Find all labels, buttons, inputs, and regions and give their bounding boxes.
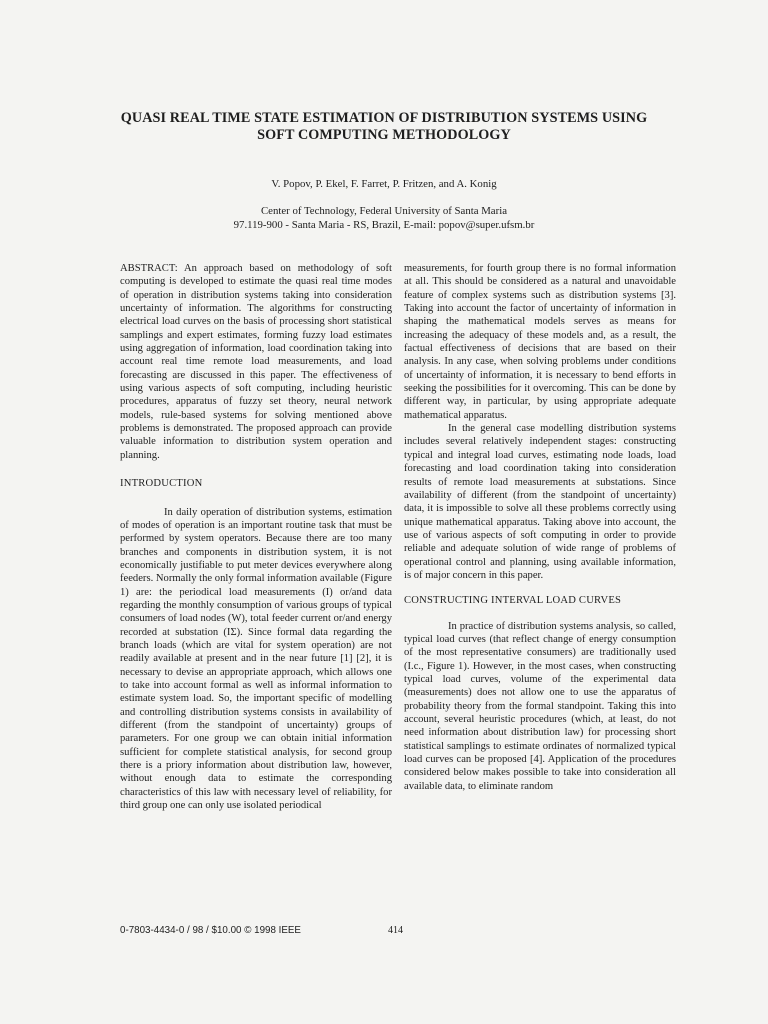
body-paragraph-1: measurements, for fourth group there is no formal information at all. This should be considered as a natural and unavoidable feature of complex systems such as distribution systems [3]. Taking into account the factor of uncertainty of information in shaping the mathematical models serves as means for increasing the adequacy of these models and, as a result, the factual effectiveness of decisions that are based on their analysis. In any case, when solving problems under conditions of uncertainty of information, it is necessary to bend efforts in seeking the possibilities for it overcoming. This can be done by different way, in particular, by using appropriate adequate mathematical apparatus.: [404, 263, 676, 421]
affiliation: [80, 204, 688, 232]
section-heading-load-curves: CONSTRUCTING INTERVAL LOAD CURVES: [404, 595, 622, 607]
affiliation-line-1: Center of Technology, Federal University of Santa Maria: [260, 205, 507, 217]
paper-title: [80, 110, 688, 144]
author-list: V. Popov, P. Ekel, F. Farret, P. Fritzen, and A. Konig: [271, 178, 497, 190]
page-number: 414: [388, 925, 403, 936]
introduction-heading: INTRODUCTION: [120, 478, 203, 490]
abstract-paragraph: ABSTRACT: An approach based on methodology of soft computing is developed to estimate the quasi real time modes of operation in distribution systems taking into consideration uncertainty of information. The algorithms for constructing electrical load curves on the basis of processing short statistical samplings and expert estimates, forming fuzzy load estimates using aggregation of information, load coordination taking into account real time remote load measurements, and load forecasting are discussed in this paper. The effectiveness of using various aspects of soft computing, including heuristic procedures, apparatus of fuzzy set theory, neural network models, rule-based systems for solving mentioned above problems is demonstrated. The proposed approach can provide valuable information to distribution system operation and planning.: [120, 263, 392, 461]
affiliation-line-2: 97.119-900 - Santa Maria - RS, Brazil, E-mail: popov@super.ufsm.br: [233, 219, 535, 231]
body-paragraph-3: In practice of distribution systems analysis, so called, typical load curves (that reflect change of energy consumption of the most representative consumers) are traditionally used (I.c., Figure 1). However, in the most cases, when constructing typical load curves, volume of the experimental data (measurements) does not allow one to use the apparatus of probability theory from the formal standpoint. Taking this into account, several heuristic procedures (which, at least, do not need information about distribution law) for processing short statistical samplings to estimate ordinates of normalized typical load curves can be proposed [4]. Application of the procedures considered below makes possible to take into consideration all available data, to eliminate random: [404, 620, 676, 792]
right-column: [404, 262, 676, 793]
title-line-1: QUASI REAL TIME STATE ESTIMATION OF DISTRIBUTION SYSTEMS USING: [120, 110, 648, 126]
introduction-paragraph: In daily operation of distribution systems, estimation of modes of operation is an important routine task that must be performed by system operators. Because there are too many branches and components in distribution system, it is not economically justifiable to put meter devices everywhere along feeders. Normally the only formal information available (Figure 1) are: the periodical load measurements (I) or/and data regarding the monthly consumption of various groups of typical consumers of load nodes (W), total feeder current or/and energy recorded at substation (IΣ). Since formal data regarding the branch loads (which are vital for system operation) are not readily available at present and in the near future [1] [2], it is necessary to devise an appropriate approach, which allows one to take into account formal as well as informal information to estimate system load. So, the important specific of modelling and controlling distribution systems consists in availability of different (from the standpoint of uncertainty) groups of parameters. For one group we can obtain initial information sufficient for complete statistical analysis, for second group there is a priory information about distribution law, however, without enough data to estimate the corresponding characteristics of this law with necessary level of reliability, for third group one can only use isolated periodical: [120, 506, 392, 812]
left-column: [120, 262, 392, 812]
body-paragraph-2: In the general case modelling distribution systems includes several relatively independent stages: constructing typical and integral load curves, estimating node loads, load forecasting and load coordination taking into consideration results of remote load measurements at substations. Since availability of different (from the standpoint of uncertainty) data, it is impossible to solve all these problems correctly using unique mathematical apparatus. Taking above into account, the use of various aspects of soft computing in order to provide reliable and adequate solution of wide range of problems of operational control and planning, using available information, is of major concern in this paper.: [404, 423, 676, 581]
title-line-2: SOFT COMPUTING METHODOLOGY: [257, 127, 511, 143]
copyright-footer: 0-7803-4434-0 / 98 / $10.00 © 1998 IEEE: [120, 925, 301, 936]
